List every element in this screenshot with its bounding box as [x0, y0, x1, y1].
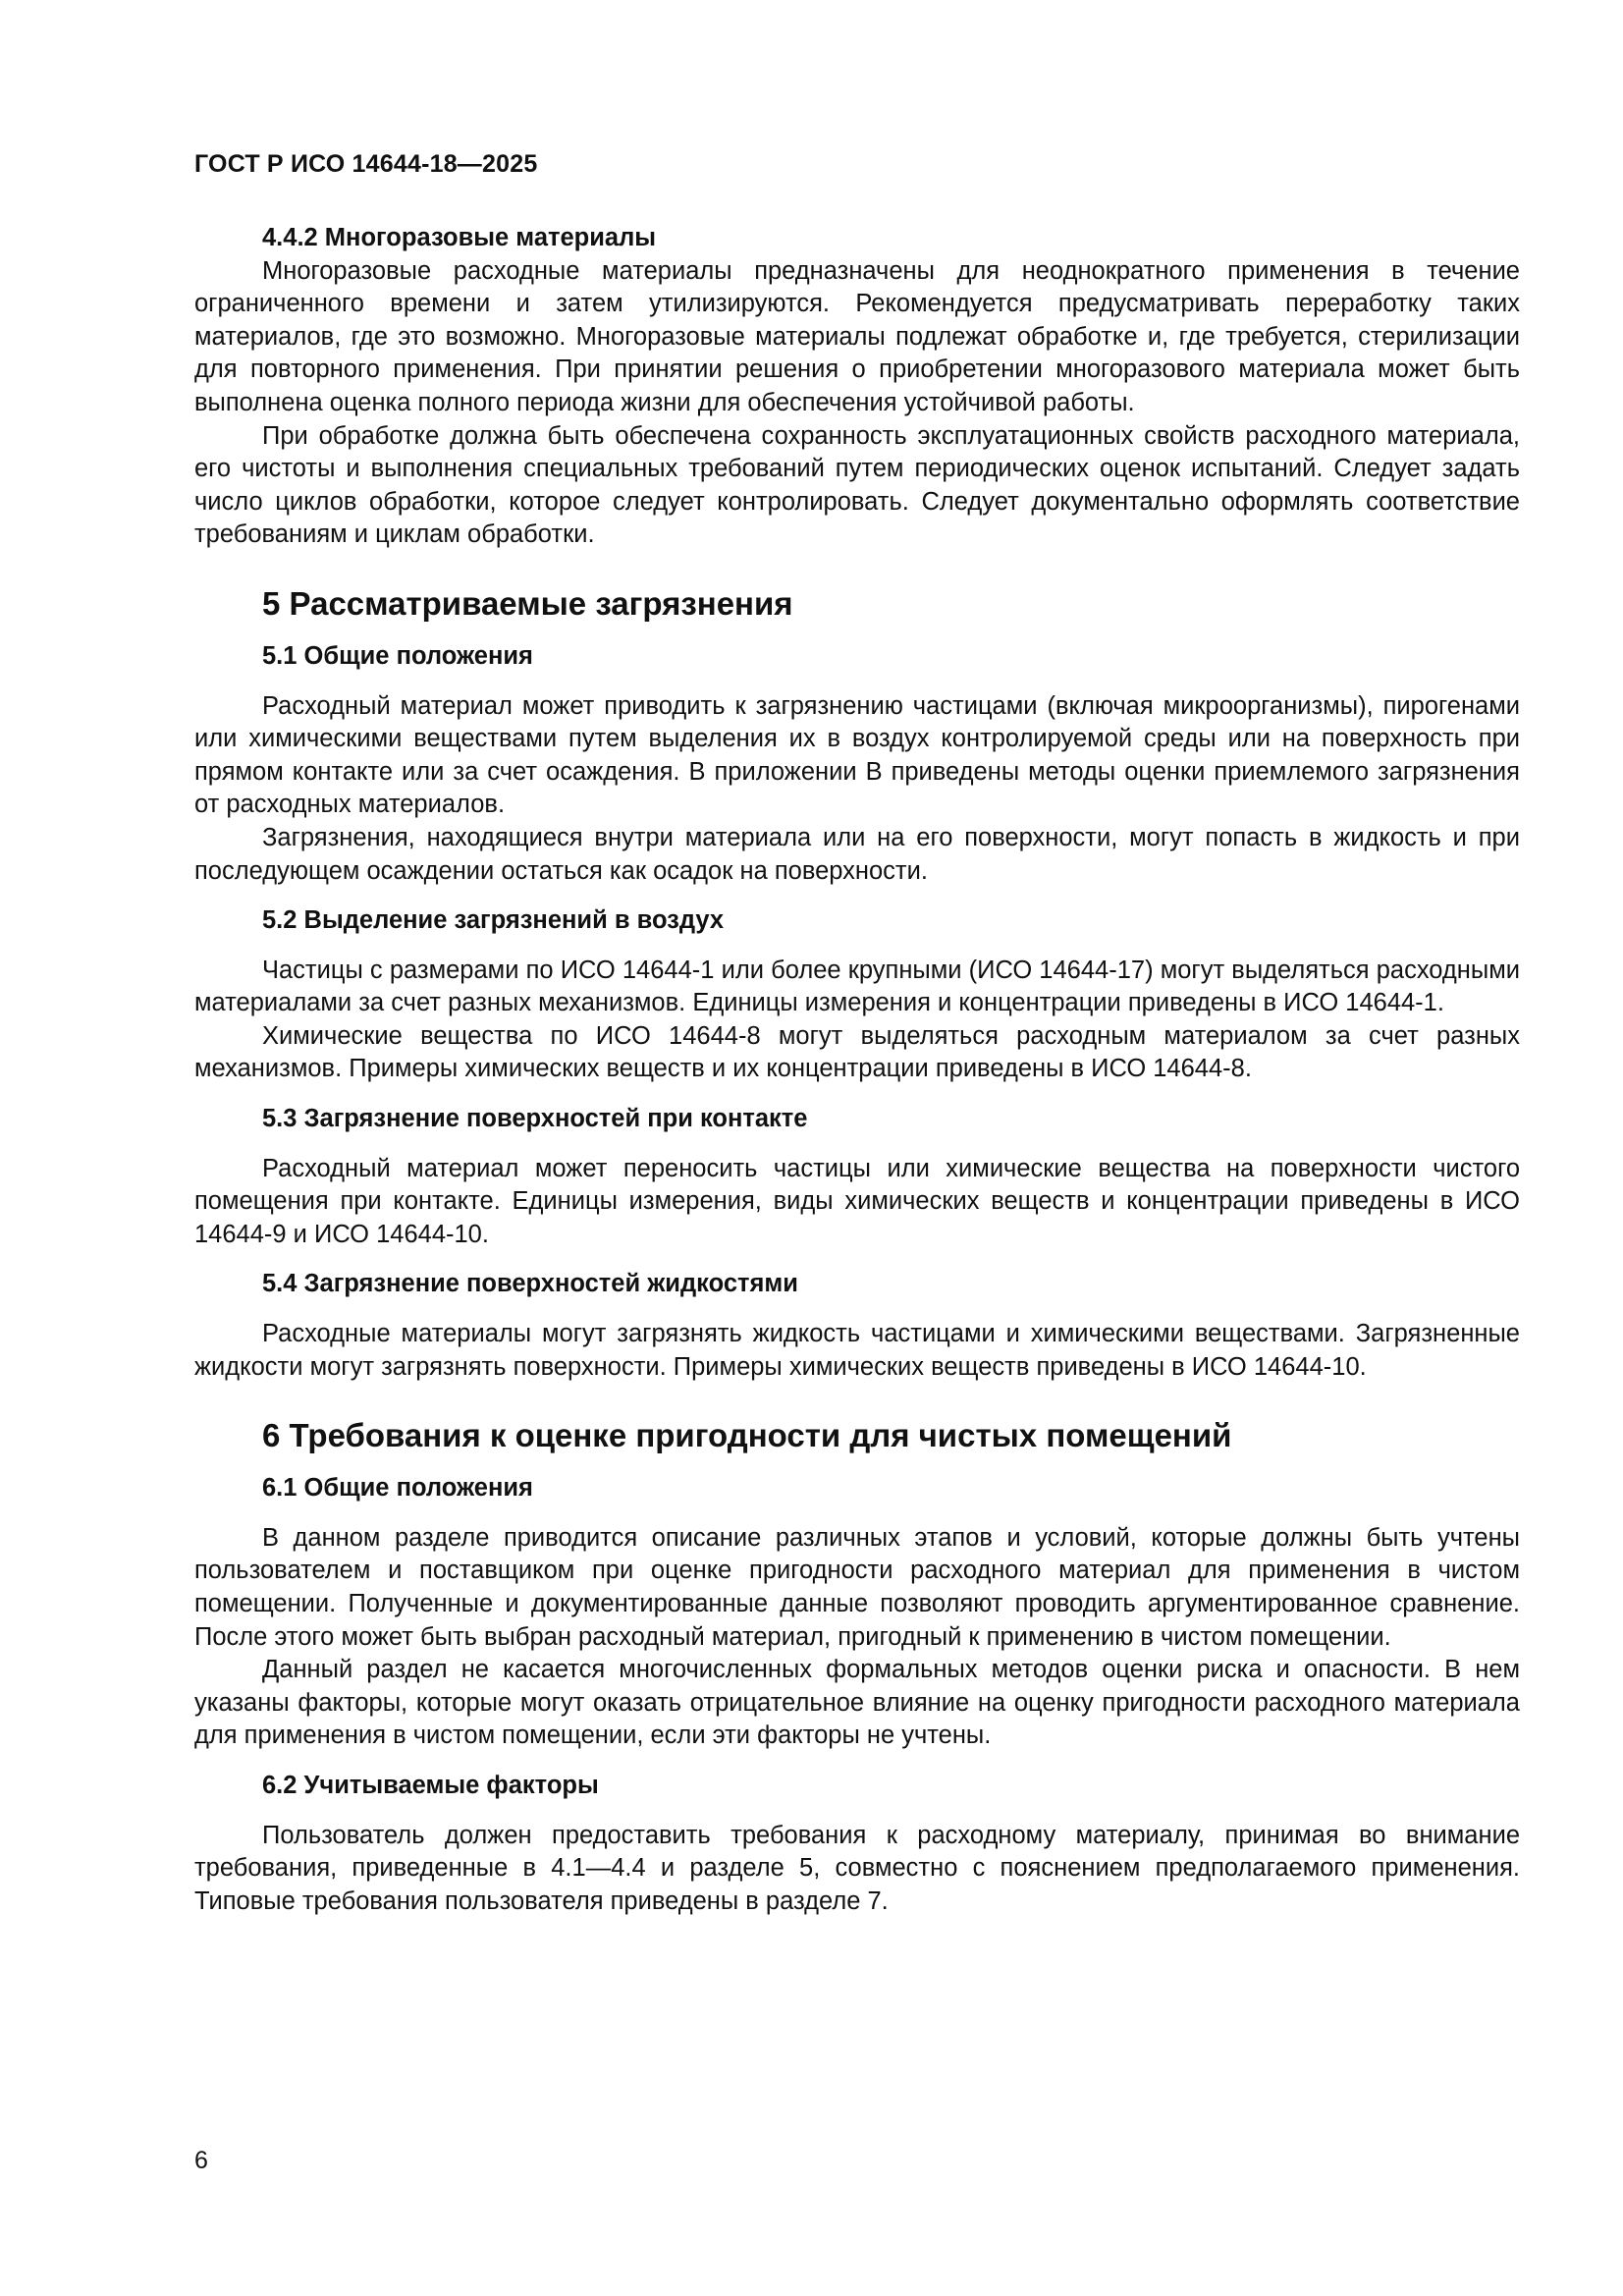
section-heading-6-1: 6.1 Общие положения	[262, 1474, 533, 1503]
section-heading-6: 6 Требования к оценке пригодности для чистых помещений	[262, 1417, 1232, 1454]
paragraph: В данном разделе приводится описание различных этапов и условий, которые должны быть учтены пользователем и поставщиком при оценке пригодности расходного материал для применения в чистом помещении. Полученные и документированные данные позволяют проводить аргументированное сравнение. После этого может быть выбран расходный материал, пригодный к применению в чистом помещении.	[194, 1523, 1520, 1651]
paragraph: При обработке должна быть обеспечена сохранность эксплуатационных свойств расходного материала, его чистоты и выполнения специальных требований путем периодических оценок испытаний. Следует задать число циклов обработки, которое следует контролировать. Следует документально оформлять соответствие требованиям и циклам обработки.	[194, 421, 1520, 549]
paragraph: Многоразовые расходные материалы предназначены для неоднократного применения в течение ограниченного времени и затем утилизируются. Рекомендуется предусматривать переработку таких материалов, где это возможно. Многоразовые материалы подлежат обработке и, где требуется, стерилизации для повторного применения. При принятии решения о приобретении многоразового материала может быть выполнена оценка полного периода жизни для обеспечения устойчивой работы.	[194, 256, 1520, 416]
section-heading-5-3: 5.3 Загрязнение поверхностей при контакте	[262, 1105, 808, 1133]
section-heading-5-1: 5.1 Общие положения	[262, 641, 533, 670]
paragraph: Расходный материал может приводить к загрязнению частицами (включая микроорганизмы), пирогенами или химическими веществами путем выделения их в воздух контролируемой среды или на поверхность при прямом контакте или за счет осаждения. В приложении В приведены методы оценки приемлемого загрязнения от расходных материалов.	[194, 691, 1520, 819]
paragraph: Расходный материал может переносить частицы или химические вещества на поверхности чистого помещения при контакте. Единицы измерения, виды химических веществ и концентрации приведены в ИСО 14644-9 и ИСО 14644-10.	[194, 1154, 1520, 1248]
paragraph: Химические вещества по ИСО 14644-8 могут выделяться расходным материалом за счет разных механизмов. Примеры химических веществ и их концентрации приведены в ИСО 14644-8.	[194, 1021, 1520, 1083]
document-body	[194, 222, 1520, 1918]
paragraph: Загрязнения, находящиеся внутри материала или на его поверхности, могут попасть в жидкость и при последующем осаждении остаться как осадок на поверхности.	[194, 823, 1520, 885]
page-number: 6	[194, 2147, 208, 2174]
section-heading-4-4-2: 4.4.2 Многоразовые материалы	[262, 224, 657, 251]
paragraph: Расходные материалы могут загрязнять жидкость частицами и химическими веществами. Загрязненные жидкости могут загрязнять поверхности. Примеры химических веществ приведены в ИСО 14644-10.	[194, 1320, 1520, 1381]
document-header-id: ГОСТ Р ИСО 14644-18—2025	[194, 150, 538, 178]
section-heading-5-4: 5.4 Загрязнение поверхностей жидкостями	[262, 1270, 798, 1298]
paragraph: Частицы с размерами по ИСО 14644-1 или более крупными (ИСО 14644-17) могут выделяться расходными материалами за счет разных механизмов. Единицы измерения и концентрации приведены в ИСО 14644-1.	[194, 956, 1520, 1017]
section-heading-6-2: 6.2 Учитываемые факторы	[262, 1771, 599, 1799]
section-heading-5-2: 5.2 Выделение загрязнений в воздух	[262, 906, 725, 935]
paragraph: Данный раздел не касается многочисленных формальных методов оценки риска и опасности. В нем указаны факторы, которые могут оказать отрицательное влияние на оценку пригодности расходного материала для применения в чистом помещении, если эти факторы не учтены.	[194, 1656, 1520, 1750]
paragraph: Пользователь должен предоставить требования к расходному материалу, принимая во внимание требования, приведенные в 4.1—4.4 и разделе 5, совместно с пояснением предполагаемого применения. Типовые требования пользователя приведены в разделе 7.	[194, 1821, 1520, 1915]
section-heading-5: 5 Рассматриваемые загрязнения	[262, 584, 793, 622]
